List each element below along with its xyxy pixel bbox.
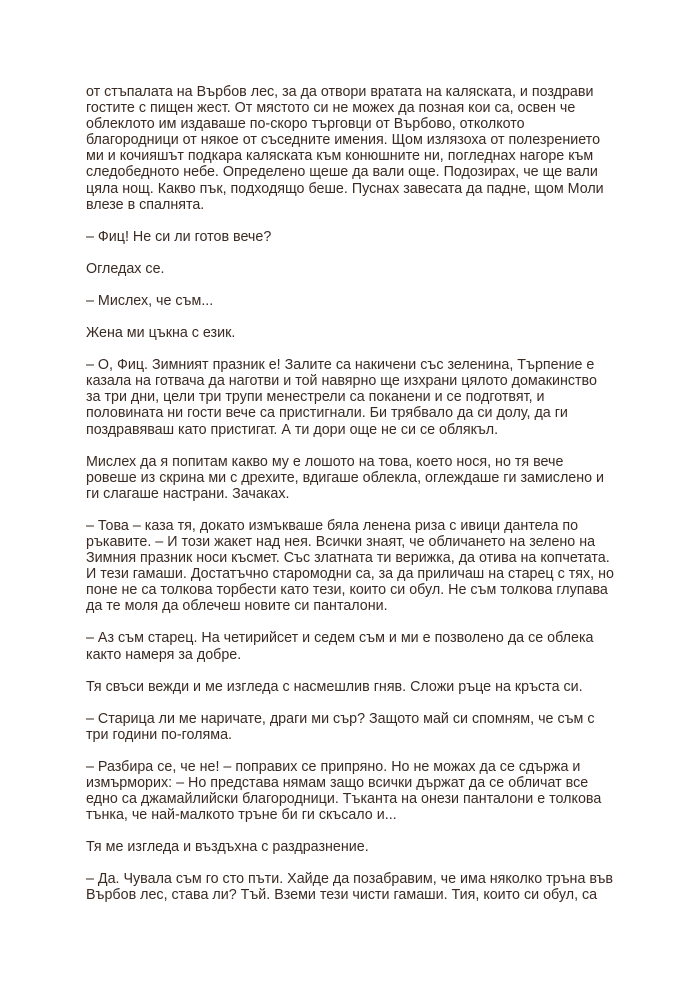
paragraph: – Старица ли ме наричате, драги ми сър? Защото май си спомням, че съм с три години по-голяма.: [86, 710, 595, 743]
paragraph: – Аз съм старец. На четирийсет и седем съм и ми е позволено да се облека както намеря за добре.: [86, 630, 594, 663]
paragraph: – Да. Чувала съм го сто пъти. Хайде да позабравим, че има няколко тръна във Върбов лес, става ли? Тъй. Вземи тези чисти гамаши. Тия, които си обул, са: [86, 871, 614, 904]
paragraph: – Фиц! Не си ли готов вече?: [86, 228, 272, 245]
paragraph: от стъпалата на Върбов лес, за да отвори вратата на каляската, и поздрави гостите с пищен жест. От мястото си не можех да позная кои са, освен че облеклото им издаваше по-скоро търговци от Върбово, отколкото благородници от някое от съседните имения. Щом излязоха от полезрението ми и кочияшът подкара каляската към конюшните ни, погледнах нагоре към следобедното небе. Определено щеше да вали още. Подозирах, че ще вали цяла нощ. Какво пък, подходящо беше. Пуснах завесата да падне, щом Моли влезе в спалнята.: [86, 84, 604, 213]
paragraph: Мислех да я попитам какво му е лошото на това, което нося, но тя вече ровеше из скрина ми с дрехите, вдигаше облекла, оглеждаше ги замислено и ги слагаше настрани. Зачаках.: [86, 453, 605, 502]
paragraph: – О, Фиц. Зимният празник е! Залите са накичени със зеленина, Търпение е казала на готвача да наготви и той навярно ще изхрани цялото домакинство за три дни, цели три трупи менестрели са поканени и се подготвят, и половината ни гости вече са пристигнали. Би трябвало да си долу, да ги поздравяваш като пристигат. А ти дори още не си се облякъл.: [86, 357, 597, 438]
body-text: [86, 84, 614, 920]
paragraph: – Разбира се, че не! – поправих се припряно. Но не можах да се сдържа и измърморих: – Но представа нямам защо всички държат да се обличат все едно са джамайлийски благородници. Тъканта на онези панталони е толкова тънка, че най-малкото тръне би ги скъсало и...: [86, 758, 602, 824]
paragraph: Тя свъси вежди и ме изгледа с насмешлив гняв. Сложи ръце на кръста си.: [86, 678, 583, 695]
paragraph: Тя ме изгледа и въздъхна с раздразнение.: [86, 839, 369, 856]
paragraph: Огледах се.: [86, 260, 165, 277]
paragraph: – Мислех, че съм...: [86, 292, 214, 309]
paragraph: – Това – каза тя, докато измъкваше бяла ленена риза с ивици дантела по ръкавите. – И този жакет над нея. Всички знаят, че обличането на зелено на Зимния празник носи късмет. Със златната ти верижка, да отива на копчетата. И тези гамаши. Достатъчно старомодни са, за да приличаш на старец с тях, но поне не са толкова торбести като тези, които си обул. Не съм толкова глупава да те моля да облечеш новите си панталони.: [86, 517, 614, 615]
paragraph: Жена ми цъкна с език.: [86, 325, 236, 342]
